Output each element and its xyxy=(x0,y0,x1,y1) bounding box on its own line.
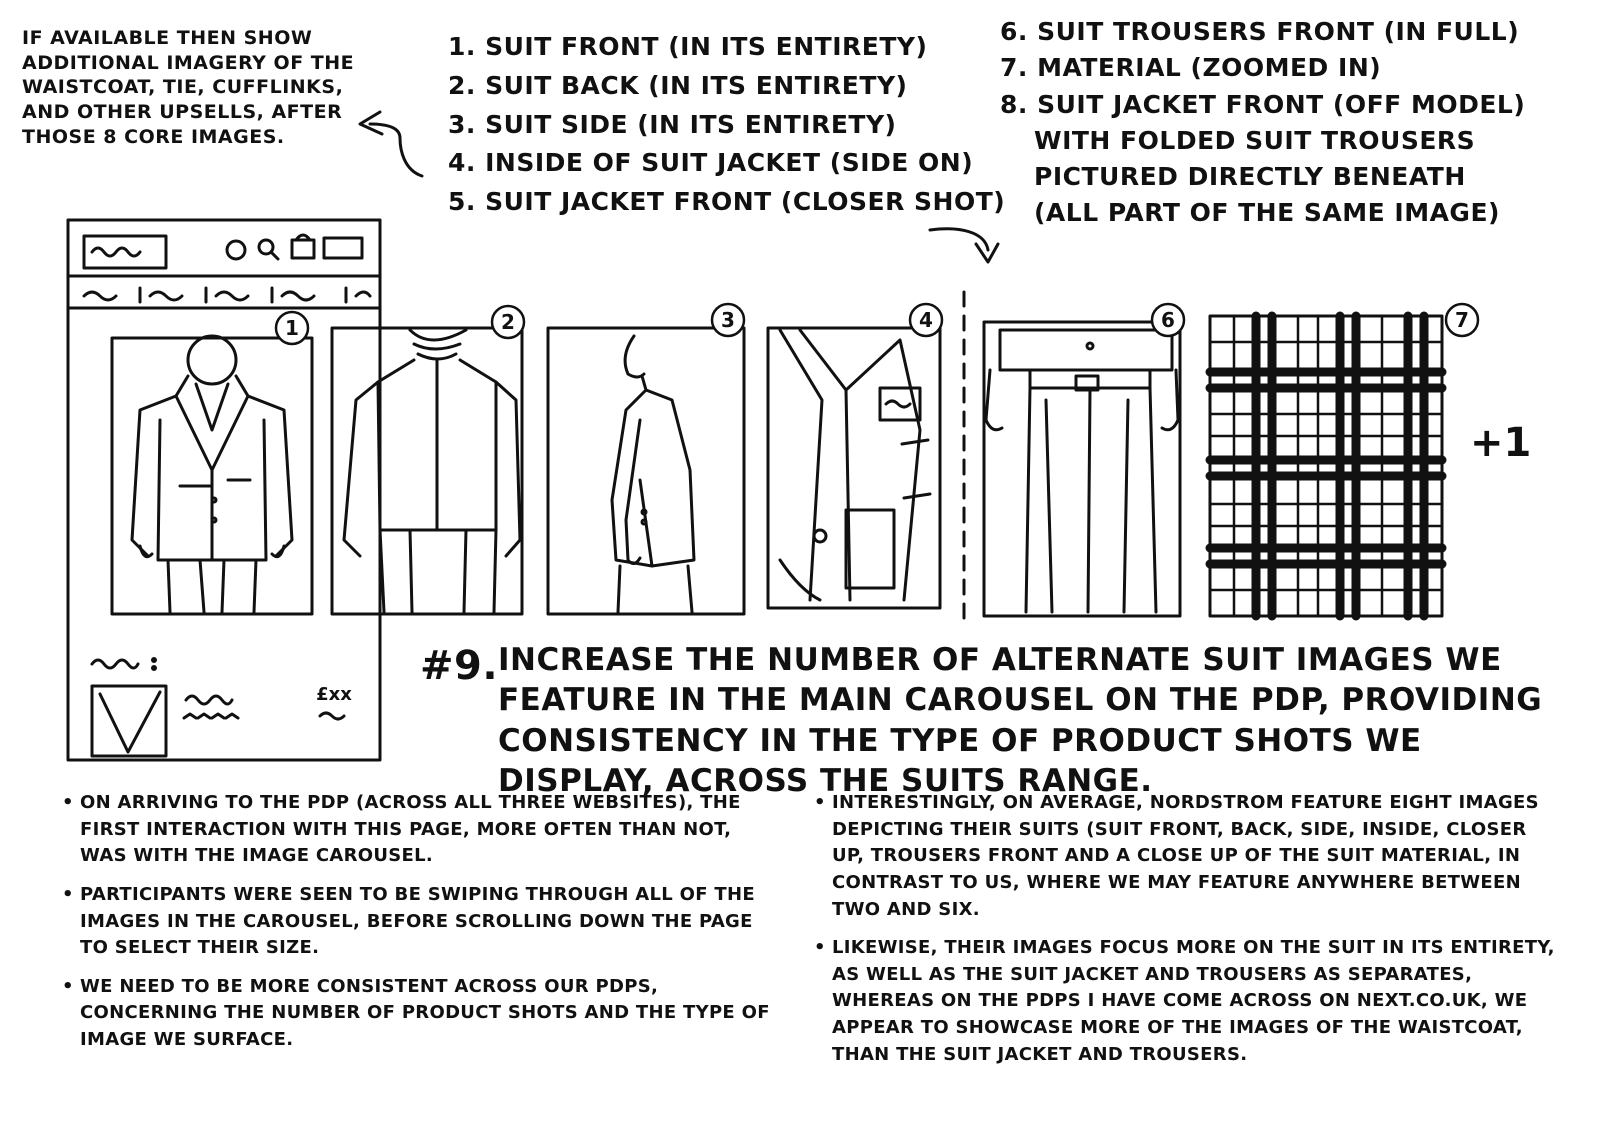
recommendation-number: #9. xyxy=(420,643,499,689)
frame-badge-4: 4 xyxy=(919,308,933,332)
findings-left xyxy=(62,790,772,1066)
upsell-note: IF AVAILABLE THEN SHOW ADDITIONAL IMAGERY OF THE WAISTCOAT, TIE, CUFFLINKS, AND OTHER UPSELLS, AFTER THOSE 8 CORE IMAGES. xyxy=(22,27,355,148)
frame-trousers-front xyxy=(984,322,1180,616)
frame-badge-3: 3 xyxy=(721,308,735,332)
image-list-item-2: 2. SUIT BACK (IN ITS ENTIRETY) xyxy=(448,70,908,100)
frame-suit-side xyxy=(548,328,744,614)
finding-item: • LIKEWISE, THEIR IMAGES FOCUS MORE ON THE SUIT IN ITS ENTIRETY, AS WELL AS THE SUIT JACKET AND TROUSERS AS SEPARATES, WHEREAS ON THE PDPS I HAVE COME ACROSS ON NEXT.CO.UK, WE APPEAR TO SHOWCASE MORE OF THE IMAGES OF THE WAISTCOAT, THAN THE SUIT JACKET AND TROUSERS. xyxy=(814,935,1564,1068)
frame-badge-2: 2 xyxy=(501,310,515,334)
frame-badge-1: 1 xyxy=(285,316,299,340)
frame-jacket-inside xyxy=(768,328,940,608)
image-list-item-4: 4. INSIDE OF SUIT JACKET (SIDE ON) xyxy=(448,148,974,178)
frame-suit-back xyxy=(332,328,522,614)
image-list-item-7: 7. MATERIAL (ZOOMED IN) xyxy=(1000,53,1382,83)
image-list-item-8-line-2: WITH FOLDED SUIT TROUSERS xyxy=(1034,125,1476,155)
image-list-item-8-line-3: PICTURED DIRECTLY BENEATH xyxy=(1034,162,1466,191)
image-list-item-8-line-4: (ALL PART OF THE SAME IMAGE) xyxy=(1034,198,1500,228)
image-list-item-8: 8. SUIT JACKET FRONT (OFF MODEL) xyxy=(1000,89,1526,119)
findings-right xyxy=(814,790,1564,1080)
finding-item: • ON ARRIVING TO THE PDP (ACROSS ALL THREE WEBSITES), THE FIRST INTERACTION WITH THIS PAGE, MORE OFTEN THAN NOT, WAS WITH THE IMAGE CAROUSEL. xyxy=(62,790,772,870)
recommendation-headline xyxy=(420,640,1580,801)
frame-material-check xyxy=(1210,316,1442,616)
image-list-item-5: 5. SUIT JACKET FRONT (CLOSER SHOT) xyxy=(448,187,1006,216)
image-list-item-6: 6. SUIT TROUSERS FRONT (IN FULL) xyxy=(1000,17,1520,46)
frame-badge-7: 7 xyxy=(1455,308,1469,332)
finding-item: • PARTICIPANTS WERE SEEN TO BE SWIPING THROUGH ALL OF THE IMAGES IN THE CAROUSEL, BEFORE SCROLLING DOWN THE PAGE TO SELECT THEIR SIZE. xyxy=(62,882,772,962)
recommendation-text: INCREASE THE NUMBER OF ALTERNATE SUIT IMAGES WE FEATURE IN THE MAIN CAROUSEL ON THE PDP, PROVIDING CONSISTENCY IN THE TYPE OF PRODUCT SHOTS WE DISPLAY, ACROSS THE SUITS RANGE. xyxy=(498,642,1543,799)
frame-badge-6: 6 xyxy=(1161,308,1175,332)
phone-price: £xx xyxy=(316,684,352,705)
image-list-item-3: 3. SUIT SIDE (IN ITS ENTIRETY) xyxy=(448,109,897,139)
finding-item: • INTERESTINGLY, ON AVERAGE, NORDSTROM FEATURE EIGHT IMAGES DEPICTING THEIR SUITS (SUIT FRONT, BACK, SIDE, INSIDE, CLOSER UP, TROUSERS FRONT AND A CLOSE UP OF THE SUIT MATERIAL, IN CONTRAST TO US, WHERE WE MAY FEATURE ANYWHERE BETWEEN TWO AND SIX. xyxy=(814,790,1564,923)
plus-more-count: +1 xyxy=(1470,420,1532,466)
image-list-2 xyxy=(1000,14,1525,232)
image-list-item-1: 1. SUIT FRONT (IN ITS ENTIRETY) xyxy=(448,32,928,61)
finding-item: • WE NEED TO BE MORE CONSISTENT ACROSS OUR PDPS, CONCERNING THE NUMBER OF PRODUCT SHOTS AND THE TYPE OF IMAGE WE SURFACE. xyxy=(62,974,772,1054)
image-list-1 xyxy=(448,28,1005,222)
frame-suit-front xyxy=(112,336,312,614)
